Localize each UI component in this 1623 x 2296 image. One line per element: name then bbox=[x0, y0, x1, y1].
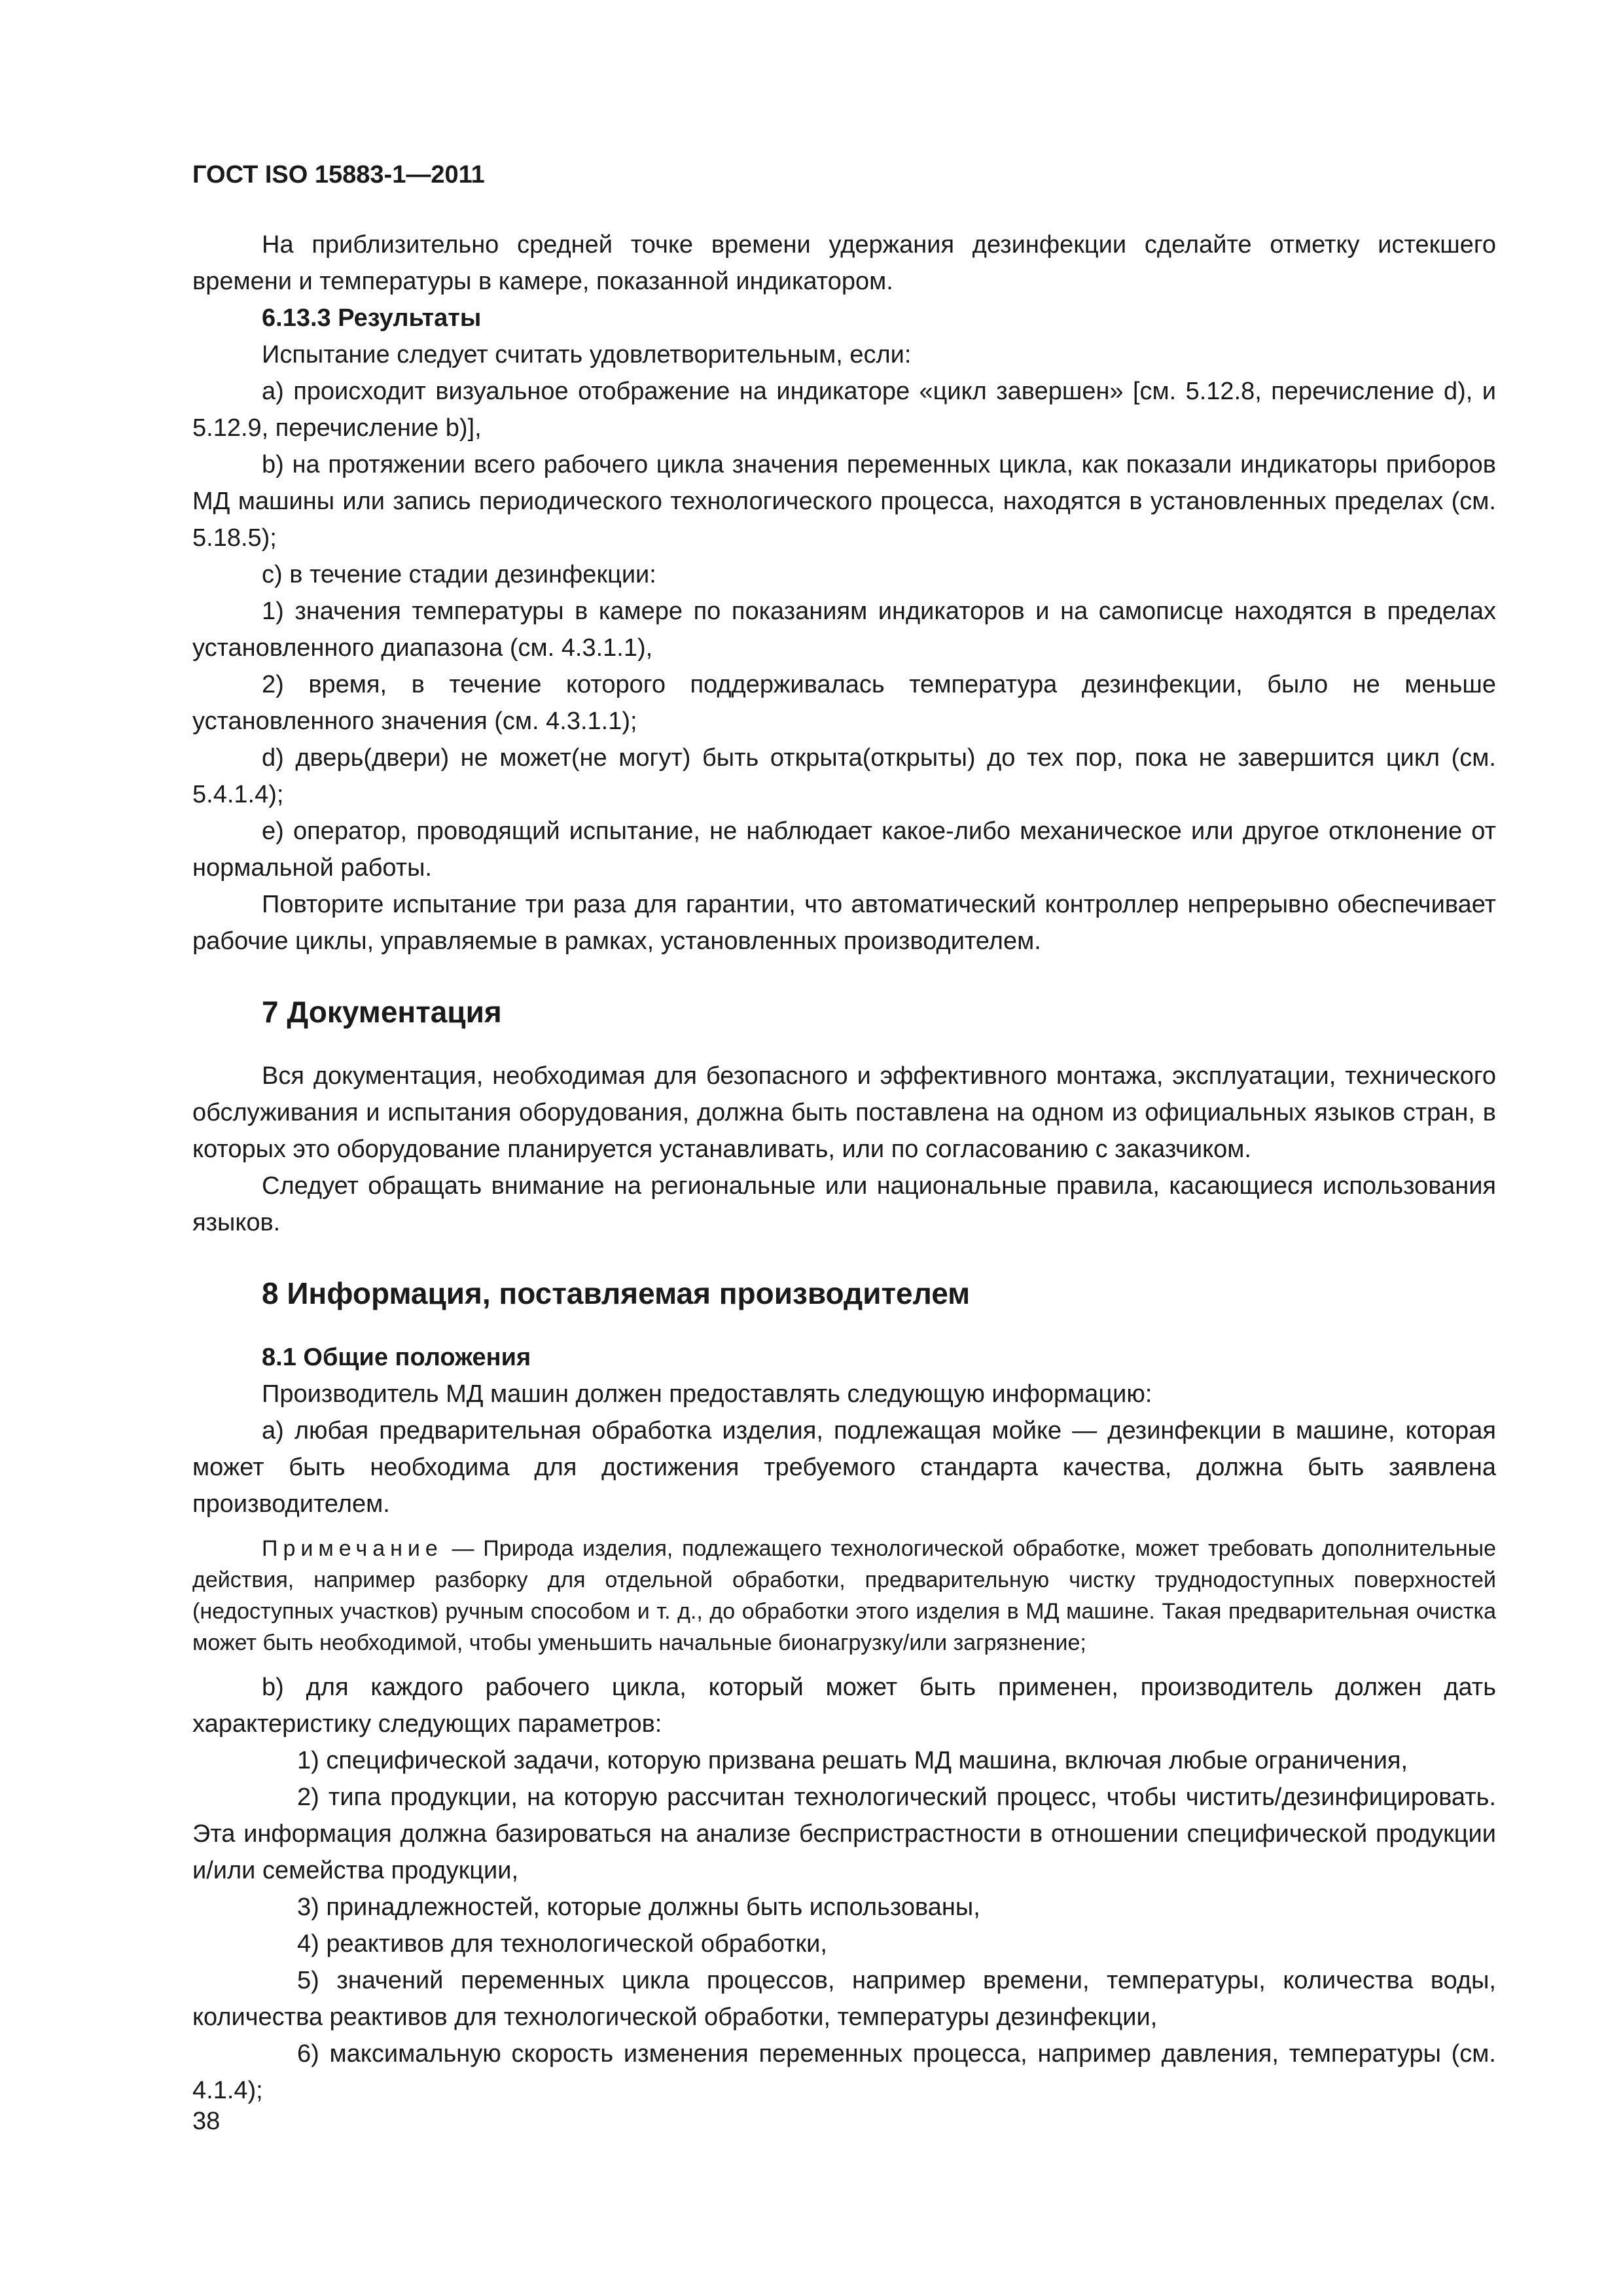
list-item-a: а) любая предварительная обработка изделия, подлежащая мойке — дезинфекции в машине, которая может быть необходима для достижения требуемого стандарта качества, должна быть заявлена производителем. bbox=[192, 1417, 1496, 1518]
list-item-c1: 1) значения температуры в камере по показаниям индикаторов и на самописце находятся в пределах установленного диапазона (см. 4.3.1.1), bbox=[192, 598, 1496, 662]
page-number: 38 bbox=[192, 2108, 221, 2135]
subsection-heading-8-1: 8.1 Общие положения bbox=[262, 1344, 531, 1371]
list-item-b: b) для каждого рабочего цикла, который может быть применен, производитель должен дать характеристику следующих параметров: bbox=[192, 1674, 1496, 1738]
list-item-b3: 3) принадлежностей, которые должны быть использованы, bbox=[297, 1893, 980, 1921]
subsection-heading-6-13-3: 6.13.3 Результаты bbox=[262, 304, 482, 332]
paragraph: На приблизительно средней точке времени удержания дезинфекции сделайте отметку истекшего времени и температуры в камере, показанной индикатором. bbox=[192, 231, 1496, 295]
note-text: — Природа изделия, подлежащего технологической обработке, может требовать дополнительные действия, например разборку для отдельной обработки, предварительную чистку труднодоступных поверхностей (недоступных участков) ручным способом и т. д., до обработки этого изделия в МД машине. Такая предварительная очистка может быть необходимой, чтобы уменьшить начальные бионагрузку/или загрязнение; bbox=[192, 1536, 1496, 1655]
list-item-c: с) в течение стадии дезинфекции: bbox=[262, 561, 656, 588]
list-item-d: d) дверь(двери) не может(не могут) быть открыта(открыты) до тех пор, пока не завершится цикл (см. 5.4.1.4); bbox=[192, 744, 1496, 808]
list-item-e: е) оператор, проводящий испытание, не наблюдает какое-либо механическое или другое отклонение от нормальной работы. bbox=[192, 817, 1496, 882]
list-item-b: b) на протяжении всего рабочего цикла значения переменных цикла, как показали индикаторы приборов МД машины или запись периодического технологического процесса, находятся в установленных пределах (см. 5.18.5); bbox=[192, 451, 1496, 552]
list-item-b6: 6) максимальную скорость изменения переменных процесса, например давления, температуры (см. 4.1.4); bbox=[192, 2040, 1496, 2104]
note bbox=[192, 1533, 1496, 1659]
section-heading-7: 7 Документация bbox=[262, 995, 502, 1029]
list-item-c2: 2) время, в течение которого поддерживалась температура дезинфекции, было не меньше установленного значения (см. 4.3.1.1); bbox=[192, 671, 1496, 735]
note-label: Примечание bbox=[262, 1536, 443, 1561]
document-body bbox=[192, 226, 1496, 2109]
paragraph: Повторите испытание три раза для гарантии, что автоматический контроллер непрерывно обеспечивает рабочие циклы, управляемые в рамках, установленных производителем. bbox=[192, 891, 1496, 955]
paragraph: Вся документация, необходимая для безопасного и эффективного монтажа, эксплуатации, технического обслуживания и испытания оборудования, должна быть поставлена на одном из официальных языков стран, в которых это оборудование планируется устанавливать, или по согласованию с заказчиком. bbox=[192, 1062, 1496, 1163]
list-item-b1: 1) специфической задачи, которую призвана решать МД машина, включая любые ограничения, bbox=[297, 1747, 1408, 1774]
list-item-b2: 2) типа продукции, на которую рассчитан технологический процесс, чтобы чистить/дезинфицировать. Эта информация должна базироваться на анализе беспристрастности в отношении специфической продукции и/или семейства продукции, bbox=[192, 1784, 1496, 1884]
paragraph: Испытание следует считать удовлетворительным, если: bbox=[262, 341, 912, 368]
list-item-b5: 5) значений переменных цикла процессов, например времени, температуры, количества воды, количества реактивов для технологической обработки, температуры дезинфекции, bbox=[192, 1967, 1496, 2031]
list-item-b4: 4) реактивов для технологической обработки, bbox=[297, 1930, 827, 1958]
section-heading-8: 8 Информация, поставляемая производителем bbox=[262, 1276, 971, 1310]
list-item-a: а) происходит визуальное отображение на индикаторе «цикл завершен» [см. 5.12.8, перечисление d), и 5.12.9, перечисление b)], bbox=[192, 378, 1496, 442]
paragraph: Производитель МД машин должен предоставлять следующую информацию: bbox=[262, 1380, 1152, 1408]
paragraph: Следует обращать внимание на региональные или национальные правила, касающиеся использования языков. bbox=[192, 1172, 1496, 1236]
document-header: ГОСТ ISO 15883-1—2011 bbox=[192, 161, 485, 188]
